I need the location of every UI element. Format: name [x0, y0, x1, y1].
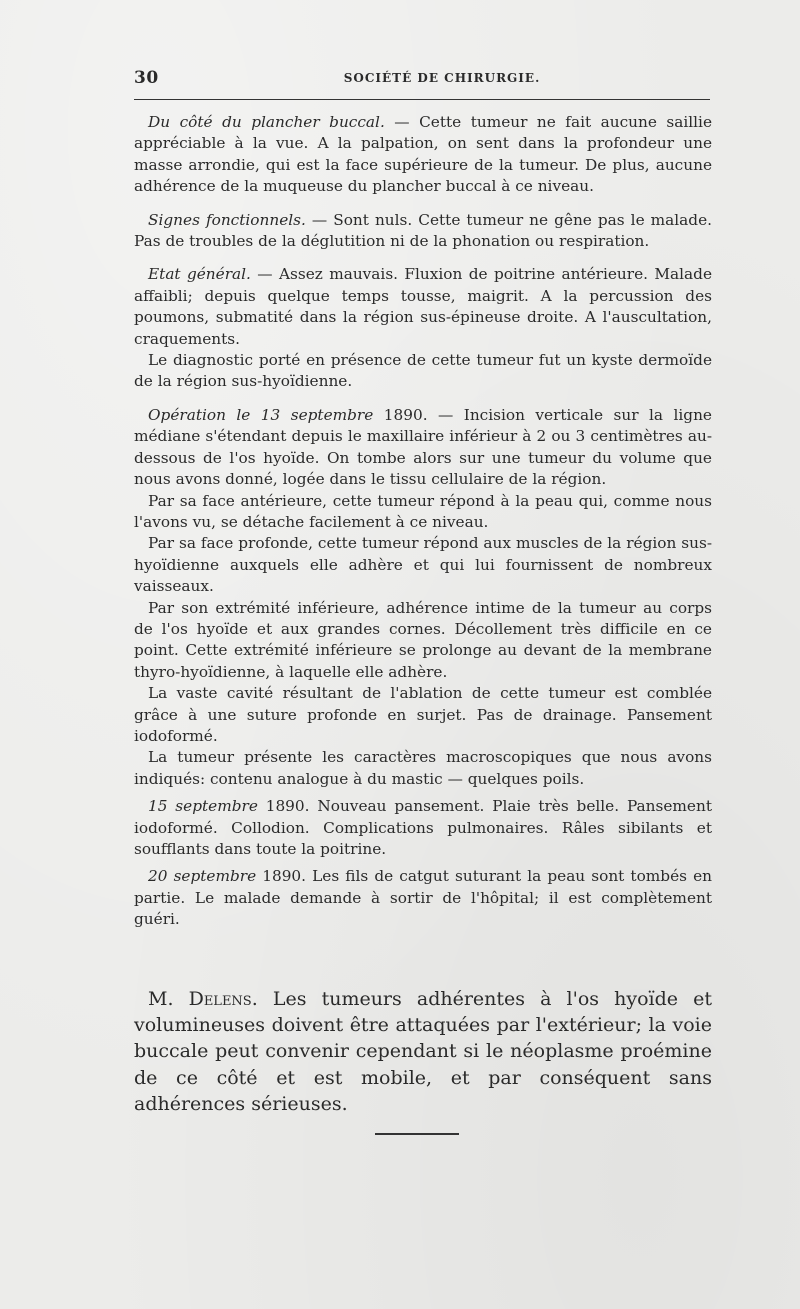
- paragraph-text: — Sont nuls. Cette tumeur ne gêne pas le malade. Pas de troubles de la déglutition ni de la phonation ou respiration.: [134, 210, 712, 251]
- paragraph-diagnostic: Le diagnostic porté en présence de cette tumeur fut un kyste dermoïde de la région sus-hyoïdienne.: [134, 351, 712, 391]
- paragraph-text: — Cette tumeur ne fait aucune saillie appréciable à la vue. A la palpation, on sent dans la profondeur une masse arrondie, qui est la face supérieure de la tumeur. De plus, aucune adhérence de la muqueuse du plancher buccal à ce niveau.: [134, 113, 712, 196]
- header-rule: [134, 99, 710, 100]
- paragraph-operation: [134, 405, 712, 491]
- discussion-text: Les tumeurs adhérentes à l'os hyoïde et volumineuses doivent être attaquées par l'extérieur; la voie buccale peut convenir cependant si le néoplasme proémine de ce côté et est mobile, et par conséquent sans adhérences sérieuses.: [134, 988, 712, 1115]
- paragraph-etat-general: [134, 264, 712, 350]
- paragraph-text: — Assez mauvais. Fluxion de poitrine antérieure. Malade affaibli; depuis quelque temps tousse, maigrit. A la percussion des poumons, submatité dans la région sus-épineuse droite. A l'auscultation, craquements.: [134, 265, 712, 348]
- date-label: 15 septembre: [148, 797, 258, 816]
- section-label: Du côté du plancher buccal.: [148, 113, 385, 131]
- page-number: 30: [134, 68, 159, 88]
- paragraph-signes-fonctionnels: [134, 210, 712, 253]
- paragraph-20-septembre: [134, 866, 712, 930]
- paragraph-text: 1890. Nouveau pansement. Plaie très belle. Pansement iodoformé. Collodion. Complications pulmonaires. Râles sibilants et soufflants dans toute la poitrine.: [134, 797, 712, 858]
- paragraph-15-septembre: [134, 796, 712, 860]
- section-label: Signes fonctionnels.: [148, 210, 306, 229]
- paragraph-plancher-buccal: [134, 112, 712, 198]
- end-rule: [375, 1133, 459, 1135]
- section-label: Etat général.: [148, 265, 251, 284]
- paragraph-extremite-inferieure: Par son extrémité inférieure, adhérence intime de la tumeur au corps de l'os hyoïde et aux grandes cornes. Décollement très difficile en ce point. Cette extrémité inférieure se prolonge au devant de la membrane thyro-hyoïdienne, à laquelle elle adhère.: [134, 598, 712, 681]
- paragraph-cavite: La vaste cavité résultant de l'ablation de cette tumeur est comblée grâce à une suture profonde en surjet. Pas de drainage. Pansement iodoformé.: [134, 684, 712, 745]
- page-header: [134, 68, 710, 90]
- paragraph-face-anterieure: Par sa face antérieure, cette tumeur répond à la peau qui, comme nous l'avons vu, se détache facilement à ce niveau.: [134, 491, 712, 531]
- running-head: SOCIÉTÉ DE CHIRURGIE.: [343, 71, 541, 85]
- paragraph-caracteres: La tumeur présente les caractères macroscopiques que nous avons indiqués: contenu analogue à du mastic — quelques poils.: [134, 748, 712, 788]
- speaker-name: M. Delens.: [148, 988, 258, 1010]
- section-label: Opération le 13 septembre: [148, 405, 374, 424]
- paragraph-text: 1890. — Incision verticale sur la ligne médiane s'étendant depuis le maxillaire inférieur à 2 ou 3 centimètres au-dessous de l'os hyoïde. On tombe alors sur une tumeur du volume que nous avons donné, logée dans le tissu cellulaire de la région.: [134, 405, 712, 489]
- discussion: [134, 986, 712, 1117]
- paragraph-text: 1890. Les fils de catgut suturant la peau sont tombés en partie. Le malade demande à sortir de l'hôpital; il est complètement guéri.: [134, 867, 712, 929]
- discussion-paragraph: [134, 986, 712, 1117]
- case-report: [134, 112, 712, 931]
- paragraph-face-profonde: Par sa face profonde, cette tumeur répond aux muscles de la région sus-hyoïdienne auxquels elle adhère et qui lui fournissent de nombreux vaisseaux.: [134, 534, 712, 596]
- date-label: 20 septembre: [148, 867, 257, 886]
